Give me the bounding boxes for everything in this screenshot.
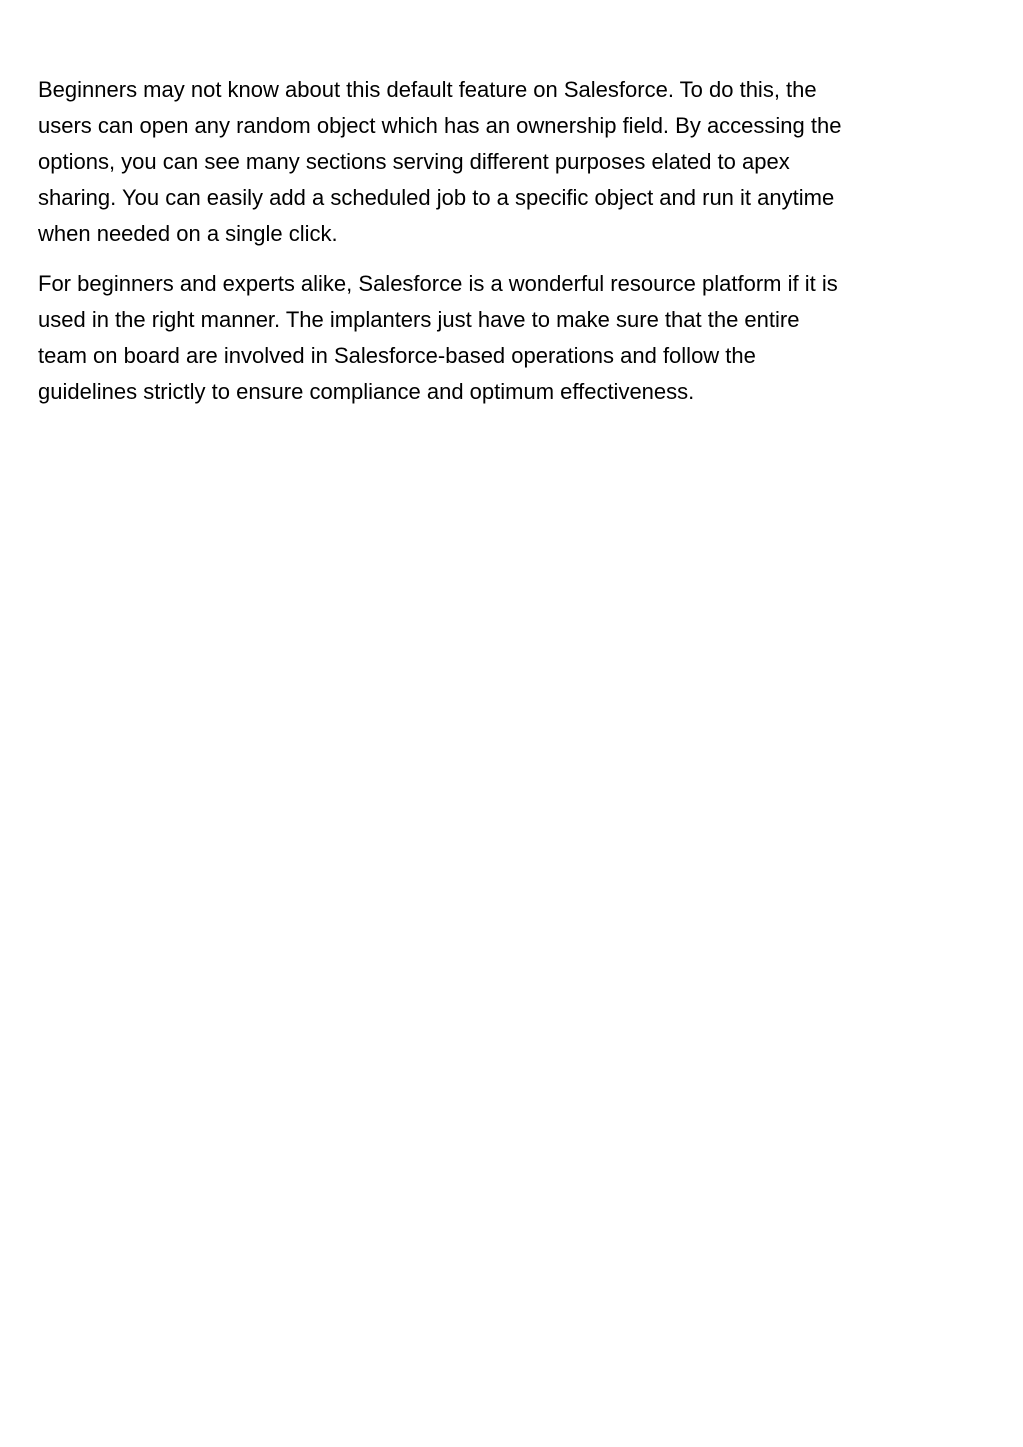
- paragraph-salesforce-conclusion: For beginners and experts alike, Salesforce is a wonderful resource platform if it is used in the right manner. The implanters just have to make sure that the entire team on board are involved in Salesforce-based operations and follow the guidelines strictly to ensure compliance and optimum effectiveness.: [38, 271, 838, 404]
- paragraph-apex-sharing: Beginners may not know about this default feature on Salesforce. To do this, the users can open any random object which has an ownership field. By accessing the options, you can see many sections serving different purposes elated to apex sharing. You can easily add a scheduled job to a specific object and run it anytime when needed on a single click.: [38, 77, 842, 246]
- document-body: [38, 72, 968, 424]
